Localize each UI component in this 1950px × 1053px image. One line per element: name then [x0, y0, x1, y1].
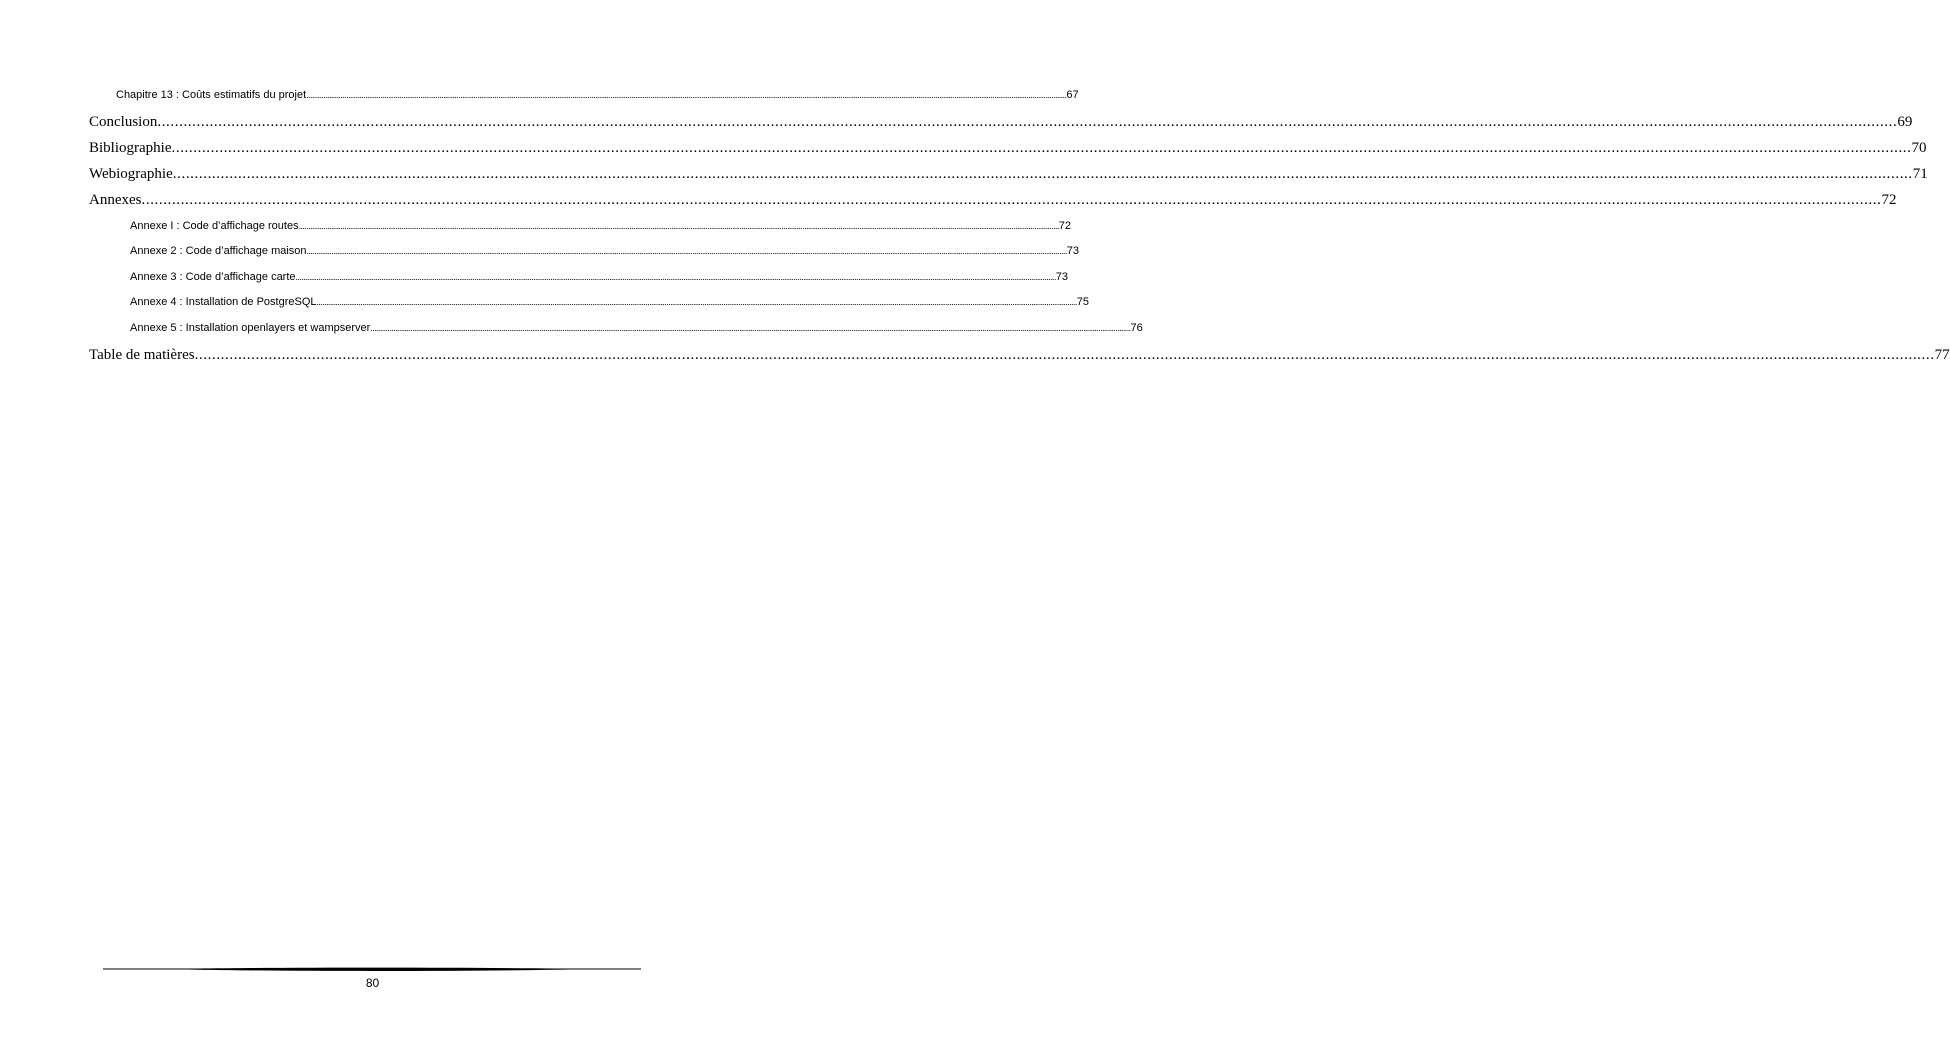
toc-entry-webiographie [89, 166, 1928, 183]
toc-leader-dots: ................................................................................................................................................................................................................................................................................................................................................................................................................ [171, 140, 1912, 156]
toc-entry-page: 77 [1934, 347, 1950, 363]
toc-entry-label: Annexe 3 : Code d’affichage carte [130, 271, 296, 283]
toc-entry-annexe-4 [130, 296, 1089, 308]
toc-entry-page: 69 [1897, 114, 1913, 130]
toc-entry-annexes [89, 192, 1897, 209]
toc-leader-dots: ................................................................................................................................................................................................................................................................................................................................................................................................................ [298, 221, 1059, 231]
toc-entry-page: 72 [1881, 192, 1897, 208]
toc-leader-dots: ................................................................................................................................................................................................................................................................................................................................................................................................................ [306, 90, 1067, 100]
toc-entry-conclusion [89, 114, 1913, 131]
toc-entry-label: Annexe 5 : Installation openlayers et wampserver [130, 322, 371, 334]
toc-leader-dots: ................................................................................................................................................................................................................................................................................................................................................................................................................ [141, 192, 1882, 208]
toc-entry-label: Bibliographie [89, 140, 172, 156]
toc-entry-page: 75 [1076, 296, 1089, 308]
toc-entry-label: Annexe I : Code d’affichage routes [130, 220, 299, 232]
toc-leader-dots: ................................................................................................................................................................................................................................................................................................................................................................................................................ [172, 166, 1913, 182]
toc-leader-dots: ................................................................................................................................................................................................................................................................................................................................................................................................................ [370, 323, 1131, 333]
toc-entry-annexe-2 [130, 245, 1079, 257]
toc-leader-dots: ................................................................................................................................................................................................................................................................................................................................................................................................................ [306, 246, 1067, 256]
toc-entry-label: Table de matières [89, 347, 195, 363]
toc-entry-annexe-3 [130, 271, 1068, 283]
toc-entry-page: 72 [1058, 220, 1072, 232]
toc-entry-label: Webiographie [89, 166, 173, 182]
toc-entry-annexe-1 [130, 220, 1072, 232]
toc-entry-chapitre-13 [116, 89, 1079, 101]
toc-entry-annexe-5 [130, 322, 1143, 334]
toc-entry-page: 67 [1066, 89, 1079, 101]
toc-leader-dots: ................................................................................................................................................................................................................................................................................................................................................................................................................ [316, 297, 1077, 307]
toc-entry-label: Annexe 4 : Installation de PostgreSQL [130, 296, 317, 308]
toc-entry-label: Conclusion [89, 114, 158, 130]
page-number: 80 [365, 976, 380, 990]
toc-entry-page: 76 [1130, 322, 1143, 334]
footer-rule [103, 966, 641, 972]
toc-entry-label: Annexe 2 : Code d’affichage maison [130, 245, 307, 257]
toc-leader-dots: ................................................................................................................................................................................................................................................................................................................................................................................................................ [157, 114, 1898, 130]
toc-entry-table-de-matieres [89, 347, 1950, 364]
toc-entry-page: 71 [1912, 166, 1928, 182]
toc-entry-label: Chapitre 13 : Coûts estimatifs du projet [116, 89, 307, 101]
toc-leader-dots: ................................................................................................................................................................................................................................................................................................................................................................................................................ [295, 272, 1056, 282]
toc-leader-dots: ................................................................................................................................................................................................................................................................................................................................................................................................................ [194, 347, 1935, 363]
toc-entry-bibliographie [89, 140, 1927, 157]
toc-entry-page: 70 [1911, 140, 1927, 156]
toc-entry-page: 73 [1066, 245, 1079, 257]
toc-entry-page: 73 [1055, 271, 1068, 283]
toc-entry-label: Annexes [89, 192, 142, 208]
